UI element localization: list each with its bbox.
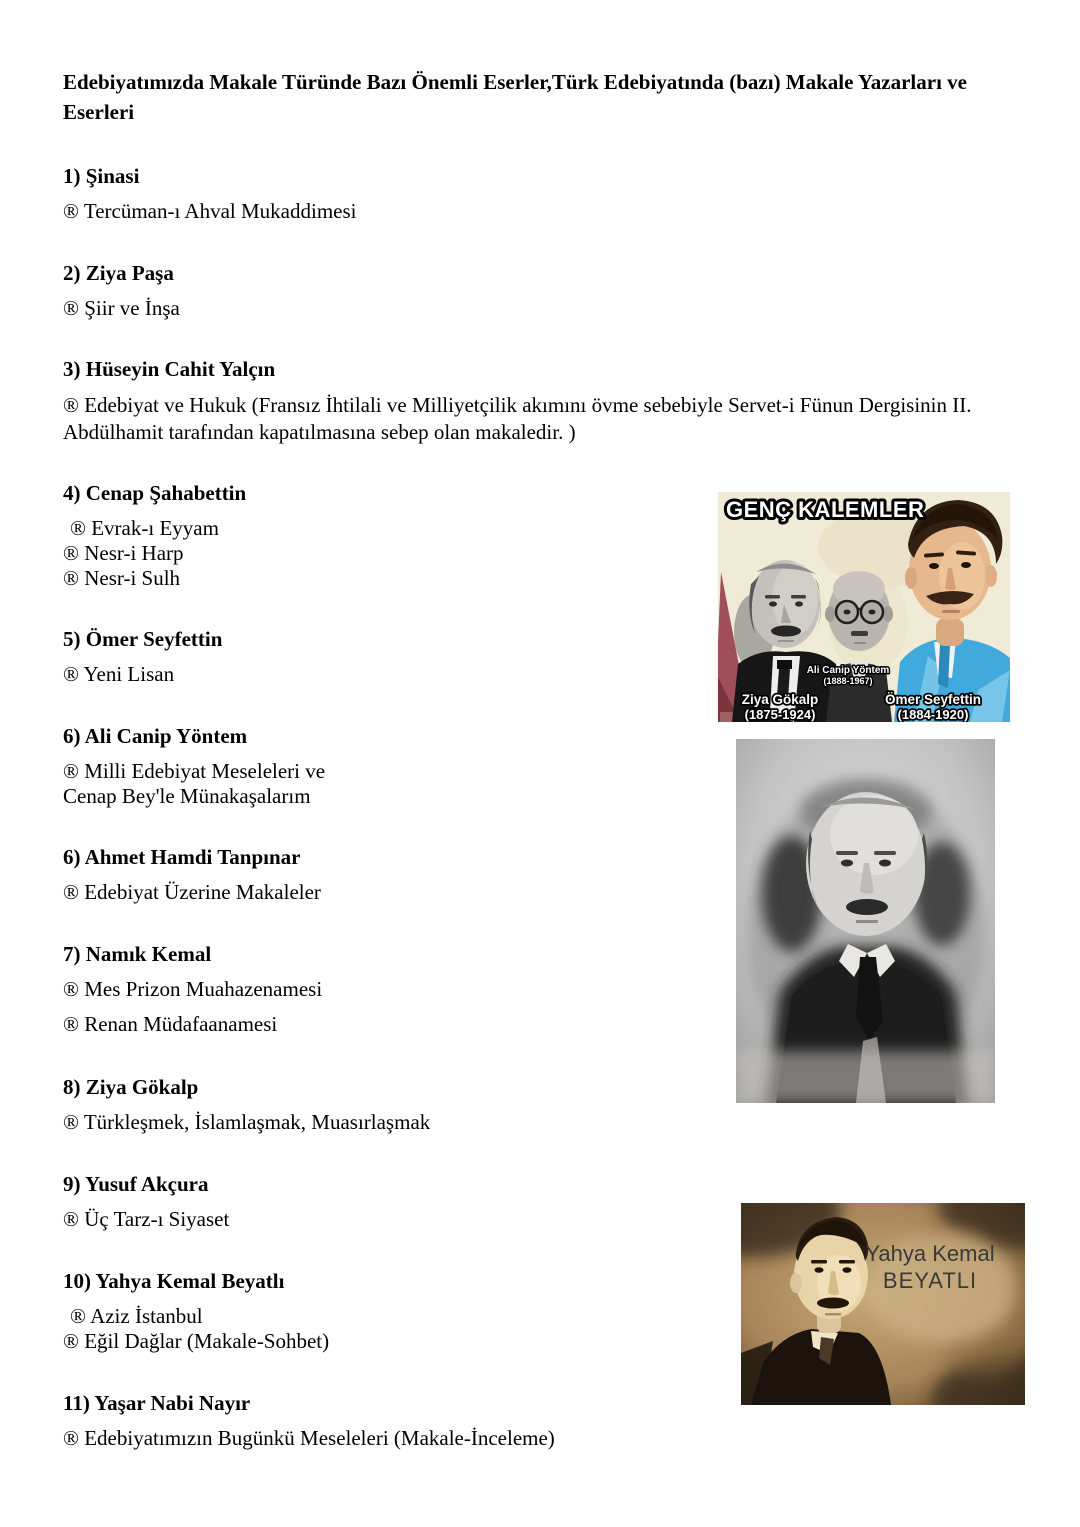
work-title: Tercüman-ı Ahval Mukaddimesi bbox=[83, 199, 357, 223]
work-line bbox=[63, 296, 1013, 321]
work-title: Edebiyat ve Hukuk (Fransız İhtilali ve Milliyetçilik akımını övme sebebiyle Servet-i Fünun Dergisinin II. bbox=[84, 393, 972, 417]
registered-bullet: ® bbox=[63, 977, 79, 1001]
work-line bbox=[63, 1426, 1013, 1451]
author-heading: 9) Yusuf Akçura bbox=[63, 1172, 209, 1196]
page-title-line2: Eserleri bbox=[63, 100, 135, 124]
omer-seyfettin-caption-years: (1884-1920) bbox=[897, 707, 969, 722]
work-title: Edebiyatımızın Bugünkü Meseleleri (Makale-İnceleme) bbox=[84, 1426, 555, 1450]
author-heading: 6) Ali Canip Yöntem bbox=[63, 724, 248, 748]
registered-bullet: ® bbox=[63, 1426, 79, 1450]
work-title: Türkleşmek, İslamlaşmak, Muasırlaşmak bbox=[83, 1110, 431, 1134]
registered-bullet: ® bbox=[63, 199, 79, 223]
author-heading: 5) Ömer Seyfettin bbox=[63, 627, 223, 651]
author-heading: 2) Ziya Paşa bbox=[63, 261, 174, 285]
section-sinasi bbox=[63, 164, 1013, 224]
author-heading: 4) Cenap Şahabettin bbox=[63, 481, 247, 505]
work-title: Edebiyat Üzerine Makaleler bbox=[84, 880, 321, 904]
author-heading: 8) Ziya Gökalp bbox=[63, 1075, 199, 1099]
registered-bullet: ® bbox=[63, 393, 79, 417]
ali-canip-caption-years: (1888-1967) bbox=[823, 676, 873, 686]
work-title: Aziz İstanbul bbox=[90, 1304, 203, 1328]
page-title-line1: Edebiyatımızda Makale Türünde Bazı Önemli Eserler,Türk Edebiyatında (bazı) Makale Yazarları ve bbox=[63, 70, 967, 94]
work-title: Üç Tarz-ı Siyaset bbox=[84, 1207, 230, 1231]
section-huseyin-cahit-yalcin bbox=[63, 357, 1013, 446]
author-heading: 1) Şinasi bbox=[63, 164, 140, 188]
section-ziya-pasa bbox=[63, 261, 1013, 321]
work-title: Şiir ve İnşa bbox=[84, 296, 180, 320]
registered-bullet: ® bbox=[63, 759, 79, 783]
registered-bullet: ® bbox=[63, 1012, 79, 1036]
work-line bbox=[63, 392, 1013, 419]
author-heading: 3) Hüseyin Cahit Yalçın bbox=[63, 357, 276, 381]
work-line-continuation bbox=[63, 419, 1013, 446]
registered-bullet: ® bbox=[70, 516, 86, 540]
work-title: Nesr-i Harp bbox=[84, 541, 184, 565]
work-line bbox=[63, 1110, 1013, 1135]
registered-bullet: ® bbox=[63, 880, 79, 904]
work-title: Nesr-i Sulh bbox=[84, 566, 181, 590]
registered-bullet: ® bbox=[63, 1329, 79, 1353]
registered-bullet: ® bbox=[63, 541, 79, 565]
work-title: Milli Edebiyat Meseleleri ve bbox=[84, 759, 326, 783]
yahya-kemal-image bbox=[741, 1203, 1025, 1405]
genc-kalemler-image bbox=[718, 492, 1010, 722]
work-title: Eğil Dağlar (Makale-Sohbet) bbox=[84, 1329, 330, 1353]
yahya-kemal-surname-text: BEYATLI bbox=[882, 1268, 978, 1293]
ziya-gokalp-caption-name: Ziya Gökalp bbox=[741, 692, 819, 707]
author-heading: 10) Yahya Kemal Beyatlı bbox=[63, 1269, 285, 1293]
work-title: Mes Prizon Muahazenamesi bbox=[84, 977, 323, 1001]
work-line bbox=[63, 199, 1013, 224]
registered-bullet: ® bbox=[70, 1304, 86, 1328]
registered-bullet: ® bbox=[63, 662, 79, 686]
work-title: Renan Müdafaanamesi bbox=[84, 1012, 278, 1036]
registered-bullet: ® bbox=[63, 1110, 79, 1134]
yahya-kemal-name-text: Yahya Kemal bbox=[865, 1241, 995, 1266]
registered-bullet: ® bbox=[63, 566, 79, 590]
work-title: Cenap Bey'le Münakaşalarım bbox=[63, 784, 311, 808]
genc-kalemler-title-text: GENÇ KALEMLER bbox=[726, 497, 925, 522]
author-heading: 6) Ahmet Hamdi Tanpınar bbox=[63, 845, 301, 869]
work-title: Yeni Lisan bbox=[83, 662, 175, 686]
ziya-gokalp-caption-years: (1875-1924) bbox=[744, 707, 816, 722]
author-heading: 7) Namık Kemal bbox=[63, 942, 212, 966]
omer-seyfettin-caption-name: Ömer Seyfettin bbox=[884, 692, 982, 707]
author-heading: 11) Yaşar Nabi Nayır bbox=[63, 1391, 251, 1415]
ali-canip-caption-name: Ali Canip Yöntem bbox=[806, 665, 890, 676]
page-title bbox=[63, 67, 1028, 127]
work-title: Evrak-ı Eyyam bbox=[91, 516, 219, 540]
writer-portrait-image bbox=[736, 739, 995, 1103]
work-title: Abdülhamit tarafından kapatılmasına sebep olan makaledir. ) bbox=[63, 420, 576, 444]
registered-bullet: ® bbox=[63, 296, 79, 320]
registered-bullet: ® bbox=[63, 1207, 79, 1231]
